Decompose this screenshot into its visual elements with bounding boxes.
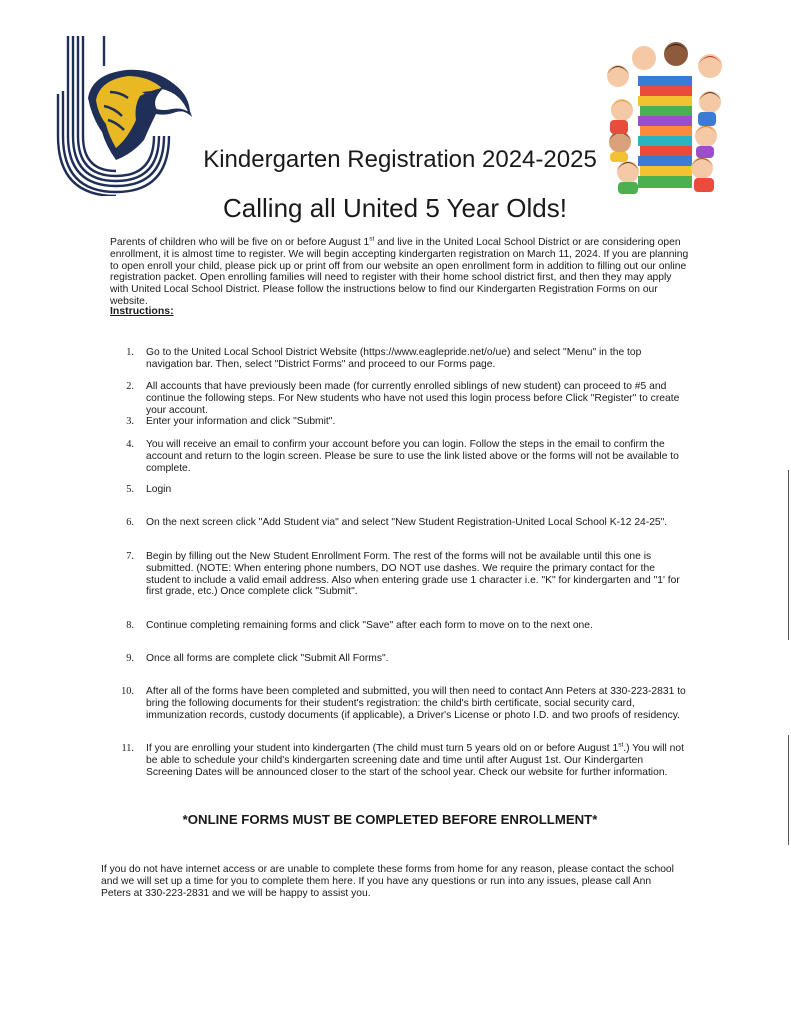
closing-paragraph: If you do not have internet access or are unable to complete these forms from home for any reason, please contact the school and we will set up a time for you to complete them here. If you have any questions or run into any issues, please call Ann Peters at 330-223-2831 and we will be happy to assist you. bbox=[101, 864, 674, 899]
list-item-text: Once all forms are complete click "Submit All Forms". bbox=[146, 653, 389, 664]
list-item-text: If you are enrolling your student into kindergarten (The child must turn 5 years old on or before August 1st.) You will not be able to schedule your child's kindergarten screening date and time until after August 1st. Our Kindergarten Screening Dates will be announced closer to the start of the school year. Check our website for further information. bbox=[146, 741, 684, 778]
list-item-number: 1. bbox=[126, 347, 134, 358]
list-item-number: 4. bbox=[126, 439, 134, 450]
scan-edge-mark bbox=[788, 470, 789, 640]
page-title: Kindergarten Registration 2024-2025 bbox=[203, 146, 597, 173]
list-item-text: On the next screen click "Add Student via" and select "New Student Registration-United Local School K-12 24-25". bbox=[146, 517, 668, 528]
list-item-number: 6. bbox=[126, 517, 134, 528]
kids-with-books-icon bbox=[598, 36, 730, 196]
list-item-number: 5. bbox=[126, 484, 134, 495]
list-item-text: Begin by filling out the New Student Enrollment Form. The rest of the forms will not be available until this one is submitted. (NOTE: When entering phone numbers, DO NOT use dashes. We require the primary contact for the student to include a valid email address. Also when entering grade use 1 character i.e. "K" for kindergarten and "1' for first grade, etc.) Once complete click "Submit". bbox=[146, 551, 680, 598]
list-item-number: 10. bbox=[121, 686, 134, 697]
list-item-text: You will receive an email to confirm your account before you can login. Follow the steps in the email to confirm the account and return to the login screen. Please be sure to use the link listed above or the forms will not be available to complete. bbox=[146, 439, 679, 474]
list-item-text: Enter your information and click "Submit". bbox=[146, 416, 336, 427]
online-forms-notice: *ONLINE FORMS MUST BE COMPLETED BEFORE ENROLLMENT* bbox=[182, 812, 598, 827]
list-item-number: 2. bbox=[126, 381, 134, 392]
list-item-text: Go to the United Local School District Website (https://www.eaglepride.net/o/ue) and select "Menu" in the top navigation bar. Then, select "District Forms" and proceed to our Forms page. bbox=[146, 347, 642, 370]
list-item-number: 3. bbox=[126, 416, 134, 427]
list-item-text: All accounts that have previously been made (for currently enrolled siblings of new student) can proceed to #5 and continue the following steps. For New students who have not used this login process before Click "Register" to create your account. bbox=[146, 381, 680, 416]
intro-paragraph: Parents of children who will be five on or before August 1st and live in the United Local School District or are considering open enrollment, it is almost time to register. We will begin accepting kindergarten registration on March 11, 2024. If you are planning to open enroll your child, please pick up or print off from our website an open enrollment form in addition to filling out our online registration packet. Open enrolling families will need to register with their home school district first, and then they may apply with United Local School District. Please follow the instructions below to find our Kindergarten Registration Forms on our website. bbox=[110, 235, 689, 307]
list-item-number: 7. bbox=[126, 551, 134, 562]
scan-edge-mark bbox=[788, 735, 789, 845]
list-item-text: Login bbox=[146, 484, 172, 495]
list-item-number: 9. bbox=[126, 653, 134, 664]
list-item-number: 11. bbox=[121, 743, 134, 754]
instructions-heading: Instructions: bbox=[110, 305, 174, 317]
page-subtitle: Calling all United 5 Year Olds! bbox=[223, 193, 567, 223]
list-item-number: 8. bbox=[126, 620, 134, 631]
list-item-text: Continue completing remaining forms and click "Save" after each form to move on to the next one. bbox=[146, 620, 593, 631]
eagle-logo-icon bbox=[44, 36, 194, 196]
list-item-text: After all of the forms have been completed and submitted, you will then need to contact Ann Peters at 330-223-2831 to bring the following documents for their student's registration: the child's birth certificate, social security card, immunization records, custody documents (if applicable), a Driver's License or photo I.D. and two proofs of residency. bbox=[146, 686, 686, 721]
